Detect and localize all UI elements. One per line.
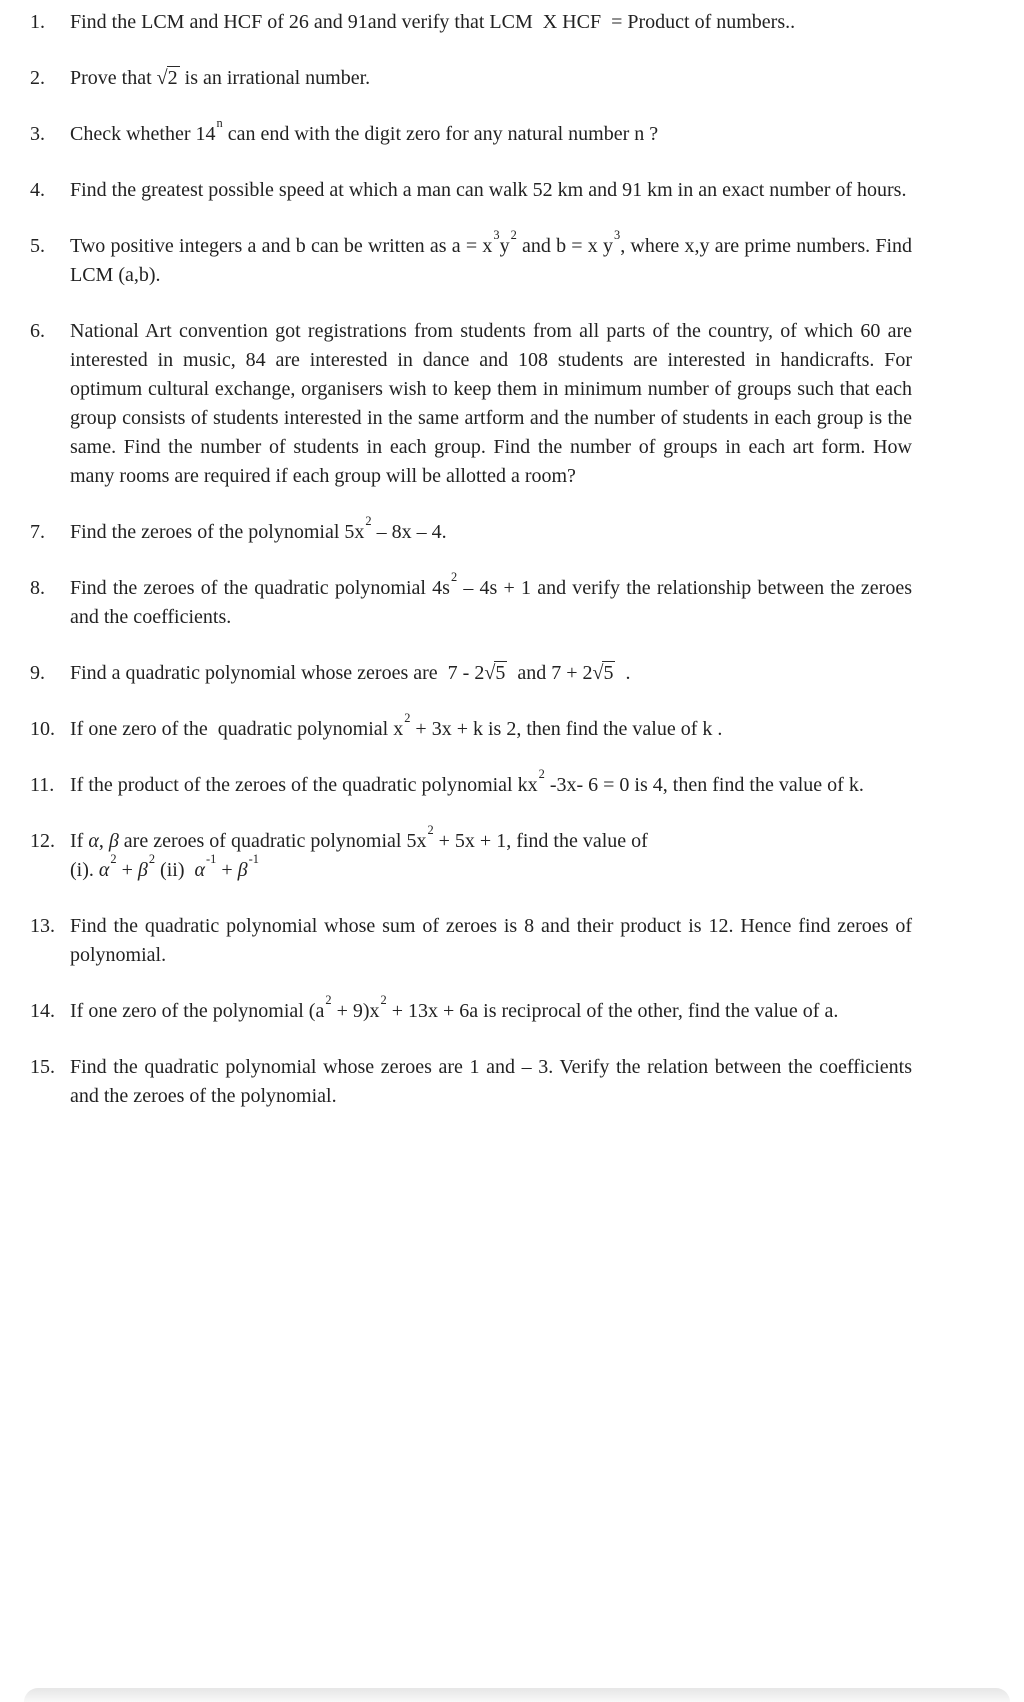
question-item [30,710,912,744]
question-number: 6. [30,320,45,342]
sqrt-radicand: 5 [603,662,614,684]
sqrt-icon: √ [484,662,495,684]
question-number: 9. [30,662,45,684]
question-item [30,8,912,37]
question-item [30,912,912,970]
superscript: 2 [325,992,332,1007]
question-text: Prove that √2 is an irrational number. [70,67,371,89]
superscript: 2 [404,710,411,725]
sqrt-expression [484,661,507,684]
sqrt-expression [592,661,615,684]
page-bottom-edge [24,1688,1010,1702]
question-text: Find a quadratic polynomial whose zeroes are 7 - 2√5 and 7 + 2√5 . [70,662,631,684]
sqrt-radicand: 5 [495,662,506,684]
math-variable: α [194,859,205,881]
superscript: 2 [427,822,434,837]
question-number: 8. [30,577,45,599]
sqrt-radicand: 2 [167,67,178,89]
question-text: Find the quadratic polynomial whose zeroes are 1 and – 3. Verify the relation between the coefficients and the zeroes of the polynomial. [70,1056,912,1107]
question-text: Find the LCM and HCF of 26 and 91and verify that LCM X HCF = Product of numbers.. [70,11,796,33]
question-number: 7. [30,521,45,543]
question-number: 2. [30,67,45,89]
superscript: 2 [538,766,545,781]
question-text: Find the zeroes of the polynomial $5x^2 - 8x - 4$. [70,513,447,543]
question-item [30,227,912,290]
question-number: 1. [30,11,45,33]
question-number: 10. [30,718,55,740]
question-number: 15. [30,1056,55,1078]
question-text: If α, β are zeroes of quadratic polynomial $5x^2 + 5x + 1$, find the value of (i). $\alpha^2 + \beta^2$ (ii) $\alpha^{-1} + \beta^{-1}$ [70,822,648,881]
question-text: Find the quadratic polynomial whose sum of zeroes is 8 and their product is 12. Hence find zeroes of polynomial. [70,915,912,966]
sqrt-expression [157,66,180,89]
question-number: 5. [30,235,45,257]
question-item [30,176,912,205]
question-item [30,766,912,800]
question-text: Find the zeroes of the quadratic polynomial $4s^2 - 4s + 1$ and verify the relationship between the zeroes and the coefficients. [70,569,912,628]
math-variable: α [98,859,110,881]
question-text: Find the greatest possible speed at which a man can walk 52 km and 91 km in an exact number of hours. [70,179,907,201]
question-number: 3. [30,123,45,145]
superscript: 2 [110,851,117,866]
superscript: 2 [450,569,458,584]
superscript: 3 [493,227,500,242]
superscript: -1 [205,851,217,866]
question-text: Two positive integers a and b can be written as $a = x^3y^2$ and b = x $y^3$, where x,y are prime numbers. Find LCM (a,b). [70,227,912,286]
question-text: If the product of the zeroes of the quadratic polynomial $kx^2$ -3x- 6 = 0 is 4, then find the value of k. [70,766,864,796]
question-text: Check whether 14$^n$ can end with the digit zero for any natural number n ? [70,115,659,145]
question-text: National Art convention got registrations from students from all parts of the country, of which 60 are interested in music, 84 are interested in dance and 108 students are interested in handicrafts. For optimum cultural exchange, organisers wish to keep them in minimum number of groups such that each group consists of students interested in the same artform and the number of students in each group is the same. Find the number of students in each group. Find the number of groups in each art form. How many rooms are required if each group will be allotted a room? [70,320,912,487]
superscript: 3 [614,227,621,242]
question-item [30,317,912,491]
question-number: 13. [30,915,55,937]
sqrt-icon: √ [592,662,603,684]
superscript: 2 [380,992,387,1007]
question-item [30,513,912,547]
superscript: 2 [148,851,156,866]
question-text: If one zero of the polynomial $(a^2 + 9)x^2 + 13x + 6a$ is reciprocal of the other, find the value of a. [70,992,839,1022]
superscript: 2 [510,227,517,242]
question-number: 12. [30,830,55,852]
question-item [30,822,912,885]
math-variable: β [137,859,148,881]
question-number: 4. [30,179,45,201]
question-item [30,1053,912,1111]
superscript: 2 [365,513,372,528]
question-item [30,659,912,688]
question-item [30,992,912,1026]
question-text: If one zero of the quadratic polynomial $x^2 + 3x + k$ is 2, then find the value of k . [70,710,723,740]
superscript: -1 [248,851,259,866]
superscript: n [216,115,223,130]
math-variable: β [237,859,248,881]
question-number: 11. [30,774,55,796]
sqrt-icon: √ [156,67,167,89]
math-variable: β [108,830,119,852]
math-variable: α [88,830,99,852]
question-item [30,569,912,632]
question-item [30,64,912,93]
question-number: 14. [30,1000,55,1022]
question-item [30,115,912,149]
